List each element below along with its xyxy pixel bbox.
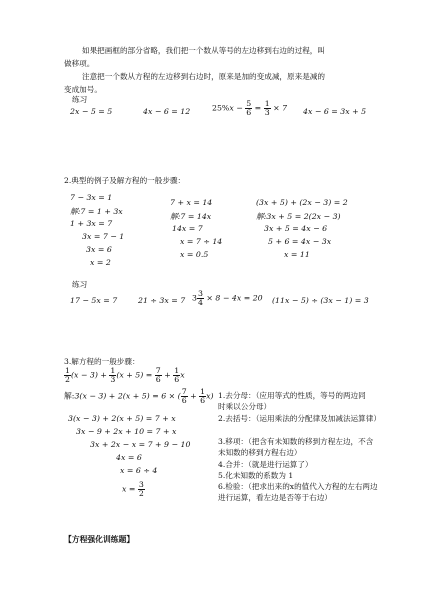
training-title: 【方程强化训练题】 [64, 535, 135, 544]
sec2-col1-line: 3x = 7 − 1 [82, 232, 125, 241]
practice1-eq-4: 4x − 6 = 3x + 5 [303, 107, 367, 116]
sec2-col3-line: x = 11 [284, 250, 310, 259]
practice1-eq-1: 2x − 5 = 5 [70, 107, 113, 116]
sec3-eq-1: $\frac{1}{2}$ (x − 3) + $\frac{1}{3}$ (x + 5) = $\frac{7}{6}$ + $\frac{1}{6}$ x [65, 366, 185, 384]
sec2-col3-line: (3x + 5) + (2x − 3) = 2 [256, 198, 348, 207]
practice2-eq-3: 3 $\frac{3}{4}$ × 8 − 4x = 20 [192, 289, 263, 307]
sec2-col1-line: x = 2 [90, 258, 111, 267]
sec3-step-eq: 3x − 9 + 2x + 10 = 7 + x [76, 427, 177, 436]
sec2-col2-line: 7 + x = 14 [170, 198, 213, 207]
practice2-eq-1: 17 − 5x = 7 [70, 296, 118, 305]
sec2-col1-line: 3x = 6 [86, 245, 112, 254]
sec2-col1-line: 解:7 = 1 + 3x [70, 207, 123, 216]
intro-line-4: 变成加号。 [64, 85, 102, 94]
intro-line-3: 注意把一个数从方程的左边移到右边时，原来是加的变成减，原来是减的 [82, 72, 325, 81]
sec2-col2-line: x = 7 ÷ 14 [180, 237, 223, 246]
sec3-step-eq-final: x = $\frac{3}{2}$ [122, 480, 144, 498]
step-1: 1.去分母：（应用等式的性质，等号的两边同 时乘以公分母） [218, 391, 404, 411]
sec3-step-eq: 3(x − 3) + 2(x + 5) = 7 + x [68, 414, 176, 423]
practice1-eq-3: 25%x − $\frac{5}{6}$ = $\frac{1}{3}$ × 7 [212, 99, 288, 117]
practice-label-1: 练习 [72, 95, 88, 104]
sec2-col2-line: 解:7 = 14x [170, 212, 212, 221]
sec2-col1-line: 7 − 3x = 1 [70, 193, 113, 202]
sec3-step-eq: x = 6 ÷ 4 [120, 466, 158, 475]
step-4: 4.合并：（就是进行运算了） [218, 460, 313, 469]
step-5: 5.化未知数的系数为 1 [218, 471, 294, 480]
practice2-eq-4: (11x − 5) ÷ (3x − 1) = 3 [272, 296, 369, 305]
intro-line-1: 如果把画框的部分省略，我们把一个数从等号的左边移到右边的过程，叫 [82, 46, 325, 55]
step-6: 6.检验：（把求出来的x的值代入方程的左右两边进行运算，看左边是否等于右边） [218, 482, 378, 502]
step-3: 3.移项：（把含有未知数的移到方程左边，不含未知数的移到方程右边） [218, 437, 374, 457]
section2-title: 2.典型的例子及解方程的一般步骤： [64, 176, 186, 185]
practice1-eq-2: 4x − 6 = 12 [143, 107, 191, 116]
intro-line-2: 做移项。 [64, 59, 95, 68]
sec3-eq-2: 解:3(x − 3) + 2(x + 5) = 6 × ( $\frac{7}{6}$ + $\frac{1}{6}$ x) [64, 387, 214, 405]
sec3-step-eq: 3x + 2x − x = 7 + 9 − 10 [90, 440, 191, 449]
sec2-col1-line: 1 + 3x = 7 [70, 219, 113, 228]
sec2-col3-line: 解:3x + 5 = 2(2x − 3) [256, 212, 341, 221]
practice2-eq-2: 21 ÷ 3x = 7 [138, 296, 186, 305]
sec3-step-eq: 4x = 6 [116, 453, 142, 462]
sec2-col3-line: 5 + 6 = 4x − 3x [268, 237, 332, 246]
sec2-col3-line: 3x + 5 = 4x − 6 [264, 224, 328, 233]
practice-label-2: 练习 [72, 280, 88, 289]
sec2-col2-line: 14x = 7 [172, 224, 203, 233]
sec2-col2-line: x = 0.5 [180, 250, 209, 259]
step-2: 2.去括号：（运用乘法的分配律及加减法运算律） [218, 414, 381, 423]
section3-title: 3.解方程的一般步骤： [64, 357, 140, 366]
